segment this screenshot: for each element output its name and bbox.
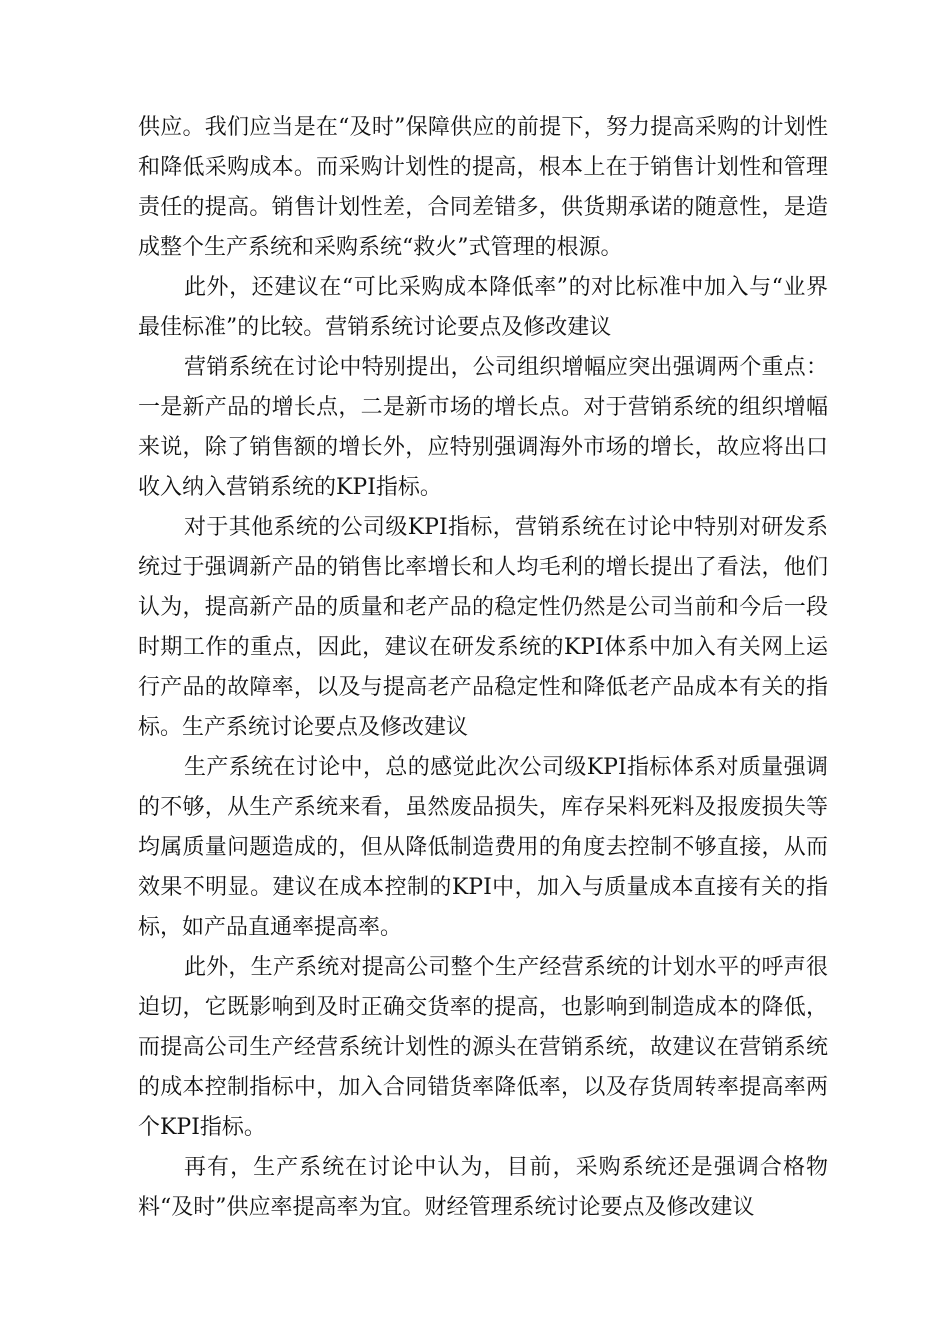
paragraph-7: 再有，生产系统在讨论中认为，目前，采购系统还是强调合格物料“及时”供应率提高率为宜。财经管理系统讨论要点及修改建议 <box>138 1155 828 1220</box>
paragraph-4: 对于其他系统的公司级KPI指标，营销系统在讨论中特别对研发系统过于强调新产品的销售比率增长和人均毛利的增长提出了看法，他们认为，提高新产品的质量和老产品的稳定性仍然是公司当前和今后一段时期工作的重点，因此，建议在研发系统的KPI体系中加入有关网上运行产品的故障率，以及与提高老产品稳定性和降低老产品成本有关的指标。生产系统讨论要点及修改建议 <box>138 515 828 740</box>
document-body <box>138 108 828 1228</box>
paragraph-3: 营销系统在讨论中特别提出，公司组织增幅应突出强调两个重点：一是新产品的增长点，二是新市场的增长点。对于营销系统的组织增幅来说，除了销售额的增长外，应特别强调海外市场的增长，故应将出口收入纳入营销系统的KPI指标。 <box>138 355 828 500</box>
paragraph-2: 此外，还建议在“可比采购成本降低率”的对比标准中加入与“业界最佳标准”的比较。营销系统讨论要点及修改建议 <box>138 275 828 340</box>
paragraph-6: 此外，生产系统对提高公司整个生产经营系统的计划水平的呼声很迫切，它既影响到及时正确交货率的提高，也影响到制造成本的降低，而提高公司生产经营系统计划性的源头在营销系统，故建议在营销系统的成本控制指标中，加入合同错货率降低率，以及存货周转率提高率两个KPI指标。 <box>138 955 828 1140</box>
paragraph-5: 生产系统在讨论中，总的感觉此次公司级KPI指标体系对质量强调的不够，从生产系统来看，虽然废品损失，库存呆料死料及报废损失等均属质量问题造成的，但从降低制造费用的角度去控制不够直接，从而效果不明显。建议在成本控制的KPI中，加入与质量成本直接有关的指标，如产品直通率提高率。 <box>138 755 828 940</box>
paragraph-1: 供应。我们应当是在“及时”保障供应的前提下，努力提高采购的计划性和降低采购成本。而采购计划性的提高，根本上在于销售计划性和管理责任的提高。销售计划性差，合同差错多，供货期承诺的随意性，是造成整个生产系统和采购系统“救火”式管理的根源。 <box>138 115 828 260</box>
